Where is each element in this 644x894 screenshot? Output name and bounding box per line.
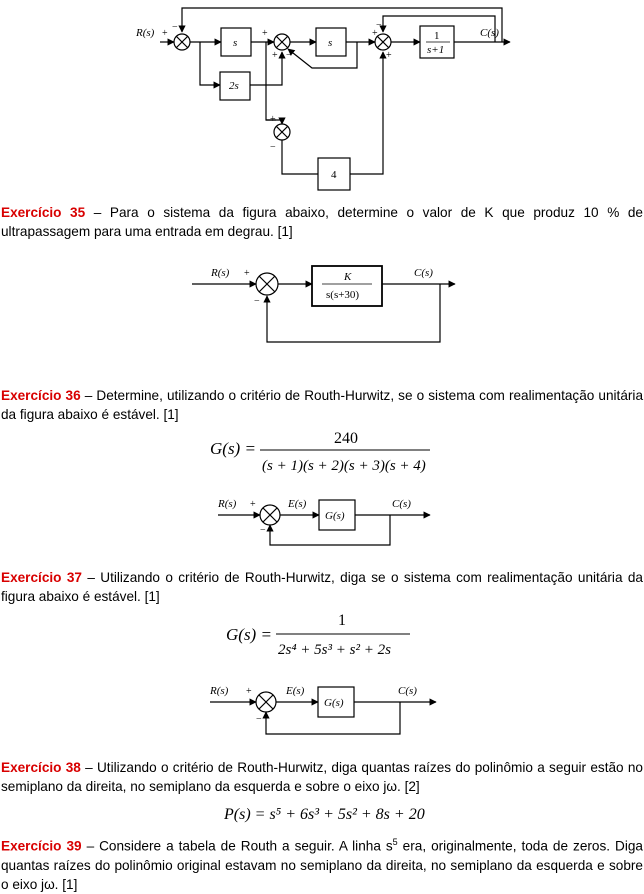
svg-text:+: + <box>162 28 168 39</box>
svg-text:−: − <box>376 20 382 31</box>
ex36-block: G(s) <box>325 510 345 522</box>
exercise-38-equation <box>224 802 464 826</box>
ex37-error: E(s) <box>286 685 305 697</box>
svg-text:+: + <box>386 50 392 61</box>
top-input-label: R(s) <box>136 27 155 39</box>
block-4: 4 <box>331 169 337 181</box>
svg-text:+: + <box>250 499 256 510</box>
exercise-36-text: Exercício 36 – Determine, utilizando o critério de Routh-Hurwitz, se o sistema com realimentação unitária da figura abaixo é estável. [1] <box>1 388 644 422</box>
ex36-output: C(s) <box>392 498 411 510</box>
svg-text:1: 1 <box>338 612 346 629</box>
block-tf-num: 1 <box>434 30 440 42</box>
block-2s: 2s <box>229 80 239 92</box>
ex35-output: C(s) <box>414 267 433 279</box>
exercise-37-equation <box>226 610 426 660</box>
svg-text:(s + 1)(s + 2)(s + 3)(s + 4): (s + 1)(s + 2)(s + 3)(s + 4) <box>262 458 426 474</box>
svg-text:−: − <box>270 142 276 153</box>
svg-text:+: + <box>270 114 276 125</box>
ex37-input: R(s) <box>210 685 229 697</box>
ex35-input: R(s) <box>211 267 230 279</box>
svg-text:−: − <box>256 714 262 725</box>
exercise-37-text: Exercício 37 – Utilizando o critério de Routh-Hurwitz, diga se o sistema com realimentação unitária da figura abaixo é estável. [1] <box>1 570 643 604</box>
svg-text:−: − <box>260 525 266 536</box>
exercise-37-diagram <box>0 682 644 752</box>
exercise-36-equation <box>210 428 450 478</box>
svg-text:+: + <box>262 28 268 39</box>
svg-text:+: + <box>244 268 250 279</box>
ex37-output: C(s) <box>398 685 417 697</box>
ex37-block: G(s) <box>324 697 344 709</box>
svg-text:+: + <box>246 686 252 697</box>
svg-text:+: + <box>372 28 378 39</box>
exercise-35-diagram <box>0 258 644 358</box>
svg-text:240: 240 <box>334 430 358 447</box>
exercise-35-text: Exercício 35 – Para o sistema da figura abaixo, determine o valor de K que produz 10 % de ultrapassagem para uma entrada em degrau. [1] <box>1 205 643 239</box>
svg-text:−: − <box>286 50 292 61</box>
svg-text:2s⁴ + 5s³ + s² + 2s: 2s⁴ + 5s³ + s² + 2s <box>278 642 391 658</box>
block-s-1: s <box>233 37 238 49</box>
top-output-label: C(s) <box>480 27 499 39</box>
top-block-diagram <box>0 0 644 200</box>
ex36-input: R(s) <box>218 498 237 510</box>
svg-text:G(s) =: G(s) = <box>210 439 256 458</box>
svg-text:−: − <box>254 296 260 307</box>
block-s-2: s <box>328 37 333 49</box>
svg-text:P(s) = s⁵ + 6s³ + 5s² + 8s + 2: P(s) = s⁵ + 6s³ + 5s² + 8s + 20 <box>224 806 425 823</box>
ex35-num: K <box>344 271 352 283</box>
ex36-error: E(s) <box>288 498 307 510</box>
exercise-36-diagram <box>0 495 644 565</box>
svg-text:+: + <box>272 50 278 61</box>
block-tf-den: s+1 <box>427 44 445 56</box>
ex35-den: s(s+30) <box>326 289 360 301</box>
svg-text:G(s) =: G(s) = <box>226 625 272 644</box>
exercise-38-text: Exercício 38 – Utilizando o critério de Routh-Hurwitz, diga quantas raízes do polinômio a seguir estão no semiplano da direita, no semiplano da esquerda e sobre o eixo jω. [2] <box>1 760 643 794</box>
exercise-39-text: Exercício 39 – Considere a tabela de Routh a seguir. A linha $s^5$ era, originalmente, toda de zeros. Diga quantas raízes do polinômio original estavam no semiplano da direita, no semiplano da esquerda e sobre o eixo jω. [1] <box>1 837 643 892</box>
svg-text:−: − <box>172 22 178 33</box>
